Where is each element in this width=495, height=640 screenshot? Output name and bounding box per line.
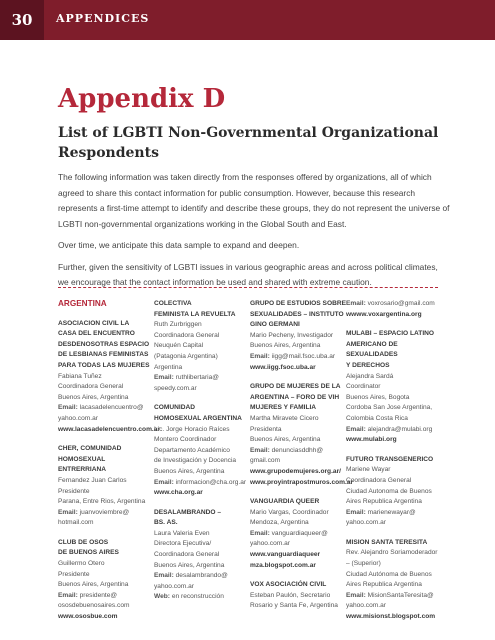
contact-value: Coordinadora General <box>154 331 220 339</box>
contact-label: Email: <box>154 478 174 486</box>
contact-line <box>154 373 250 384</box>
contact-label: Email: <box>346 591 366 599</box>
contact-label: Email: <box>250 446 270 454</box>
contact-line <box>346 559 450 570</box>
contact-line <box>250 456 346 467</box>
org-name: GINO GERMANI <box>250 321 300 329</box>
contact-value: Mario Pecheny, Investigador <box>250 331 334 339</box>
org-name: ARGENTINA – FORO DE VIH <box>250 393 340 401</box>
contact-value: Ciudad Autónoma de Buenos <box>346 570 432 578</box>
contact-value: Buenos Aires, Argentina <box>250 342 321 350</box>
contact-value: Buenos Aires, Argentina <box>58 581 129 589</box>
contact-value: Coordinadora General <box>346 476 412 484</box>
contact-line <box>250 435 346 446</box>
contact-line <box>250 425 346 436</box>
column-1 <box>58 299 160 632</box>
contact-value: juanvoviembre@ <box>77 508 130 516</box>
page-number: 30 <box>11 11 33 29</box>
contact-value: yahoo.com.ar <box>346 602 386 610</box>
contact-line <box>346 508 450 519</box>
contact-line <box>346 465 450 476</box>
org-name: CASA DEL ENCUENTRO <box>58 330 135 338</box>
contact-value: ruthlibertaria@ <box>173 374 219 382</box>
contact-line <box>154 539 250 550</box>
org-name: ASOCIACION CIVIL LA <box>58 319 130 327</box>
contact-line <box>346 591 450 602</box>
org-name: COLECTIVA <box>154 300 192 307</box>
intro-paragraph: Further, given the sensitivity of LGBTI issues in various geographic areas and across political climates, we encourage that the contact information be used and shared with extreme caution. <box>58 261 438 287</box>
contact-value: Mendoza, Argentina <box>250 519 309 527</box>
org-website[interactable]: www.mulabi.org <box>346 436 397 444</box>
contact-line <box>154 550 250 561</box>
contact-value: Cordoba San Jose Argentina, <box>346 404 433 412</box>
intro-paragraph: The following information was taken directly from the responses offered by organizations, all of which agreed to share this contact information for public consumption. However, because this research represents a first-time attempt to identify and describe these groups, they do not represent the universe of LGBTI non-governmental organizations working in the Global South and East. <box>58 172 450 229</box>
contact-line <box>346 299 450 310</box>
contact-value: gmail.com <box>250 457 281 465</box>
contact-line <box>154 425 250 436</box>
contact-line <box>154 561 250 572</box>
org-name: CHER, COMUNIDAD <box>58 445 122 453</box>
contact-value: Directora Ejecutiva/ <box>154 540 212 548</box>
contact-value: – (Superior) <box>346 560 381 568</box>
contact-value: Presidenta <box>250 425 282 433</box>
page-subtitle: List of LGBTI Non-Governmental Organizational Respondents <box>58 125 439 161</box>
org-name: COMUNIDAD <box>154 404 196 412</box>
contact-value: Lic. Jorge Horacio Raíces <box>154 425 230 433</box>
country-heading: ARGENTINA <box>58 299 107 308</box>
contact-line <box>250 446 346 457</box>
contact-line <box>154 331 250 342</box>
org-entry <box>346 455 450 529</box>
contact-value: Departamento Académico <box>154 446 230 454</box>
contact-line <box>58 580 154 591</box>
contact-value: informacion@cha.org.ar <box>173 478 247 486</box>
contact-value: Mariene Wayar <box>346 466 391 474</box>
org-entry <box>154 508 250 603</box>
contact-value: Ciudad Autonoma de Buenos <box>346 487 432 495</box>
org-entry <box>250 299 346 373</box>
contact-value: Buenos Aires, Argentina <box>154 467 225 475</box>
contact-value: Laura Valeria Even <box>154 529 210 537</box>
contact-value: Colombia Costa Rica <box>346 414 408 422</box>
contact-value: presidente@ <box>77 591 118 599</box>
contact-value: Neuquén Capital <box>154 342 204 350</box>
contact-line <box>154 320 250 331</box>
org-name: AMERICANO DE SEXUALIDADES <box>346 340 398 359</box>
contact-value: (Patagonia Argentina) <box>154 352 218 360</box>
org-name: GRUPO DE ESTUDIOS SOBRE <box>250 300 346 307</box>
contact-line <box>58 382 154 393</box>
org-name: DE BUENOS AIRES <box>58 549 119 557</box>
contact-label: Email: <box>58 508 78 516</box>
contact-line <box>346 580 450 591</box>
contact-value: Coordinator <box>346 383 381 391</box>
contact-line <box>346 487 450 498</box>
contact-label: Email: <box>58 591 78 599</box>
contact-label: Web: <box>154 593 170 601</box>
page-title: Appendix D <box>58 84 226 114</box>
contact-value: Martha Miravete Cicero <box>250 414 319 422</box>
contact-value: Buenos Aires, Argentina <box>250 436 321 444</box>
contact-line <box>154 529 250 540</box>
contact-line <box>154 582 250 593</box>
org-website[interactable]: www.iigg.fsoc.uba.ar <box>250 363 316 371</box>
org-name: HOMOSEXUAL ARGENTINA <box>154 414 242 422</box>
contact-line <box>58 508 154 519</box>
org-entry <box>346 538 450 623</box>
org-website[interactable]: www.vanguardiaqueer <box>250 551 321 559</box>
org-website[interactable]: wwww.voxargentina.org <box>346 310 422 318</box>
contact-label: Email: <box>250 529 270 537</box>
contact-line <box>154 467 250 478</box>
contact-line <box>346 425 450 436</box>
contact-line <box>346 414 450 425</box>
column-2 <box>154 299 250 612</box>
contact-value: alejandra@mulabi.org <box>365 425 433 433</box>
org-website[interactable]: www.misionst.blogspot.com <box>346 613 436 621</box>
org-name: HOMOSEXUAL ENTRERRIANA <box>58 455 106 474</box>
org-name: VANGUARDIA QUEER <box>250 498 320 506</box>
contact-line <box>250 414 346 425</box>
contact-value: denunciasddhh@ <box>269 446 324 454</box>
contact-value: Esteban Paulón, Secretario <box>250 591 331 599</box>
contact-line <box>154 363 250 374</box>
contact-line <box>346 570 450 581</box>
contact-line <box>154 352 250 363</box>
contact-value: yahoo.com.ar <box>154 582 194 590</box>
contact-value: Rev. Alejandro Soriamoderador <box>346 549 438 557</box>
contact-value: Alejandra Sardá <box>346 372 394 380</box>
contact-label: Email: <box>346 425 366 433</box>
contact-line <box>250 352 346 363</box>
org-entry <box>154 299 250 394</box>
contact-line <box>154 384 250 395</box>
contact-value: yahoo.com.ar <box>346 519 386 527</box>
contact-value: Aires Republica Argentina <box>346 498 422 506</box>
contact-value: vanguardiaqueer@ <box>269 529 328 537</box>
contact-line <box>250 529 346 540</box>
contact-value: Aires Republica Argentina <box>346 581 422 589</box>
contact-value: Presidente <box>58 487 90 495</box>
contact-line <box>250 341 346 352</box>
contact-value: voxrosario@gmail.com <box>365 300 435 307</box>
org-website[interactable]: www.cha.org.ar <box>154 489 203 497</box>
contact-line <box>154 478 250 489</box>
contact-line <box>346 403 450 414</box>
contact-value: marienewayar@ <box>365 508 416 516</box>
org-name: DESDENOSOTRAS ESPACIO <box>58 340 150 348</box>
contact-value: Montero Coordinador <box>154 436 217 444</box>
org-name: MULABI – ESPACIO LATINO <box>346 330 435 338</box>
contact-line <box>250 539 346 550</box>
org-name: MISION SANTA TERESITA <box>346 538 428 546</box>
contact-value: Buenos Aires, Argentina <box>154 561 225 569</box>
section-divider <box>58 287 438 288</box>
contact-value: Coordinadora General <box>58 383 124 391</box>
org-name: FUTURO TRANSGENERICO <box>346 455 434 463</box>
contact-line <box>346 518 450 529</box>
contact-label: Email: <box>250 352 270 360</box>
contact-value: Fabiana Tuñez <box>58 372 102 380</box>
org-entry <box>250 580 346 612</box>
contact-line <box>58 559 154 570</box>
contact-value: Presidente <box>58 570 90 578</box>
contact-line <box>58 497 154 508</box>
contact-value: Buenos Aires, Bogota <box>346 393 410 401</box>
contact-value: Fernandez Juan Carlos <box>58 476 127 484</box>
contact-line <box>58 518 154 529</box>
org-entry <box>58 538 154 623</box>
org-name: FEMINISTA LA REVUELTA <box>154 310 236 318</box>
intro-paragraph: Over time, we anticipate this data sample to expand and deepen. <box>58 240 300 250</box>
org-website[interactable]: mza.blogspot.com.ar <box>250 561 316 569</box>
contact-value: Buenos Aires, Argentina <box>58 393 129 401</box>
contact-line <box>250 591 346 602</box>
org-name: Y DERECHOS <box>346 361 390 369</box>
contact-value: de Investigación y Docencia <box>154 457 237 465</box>
contact-line <box>58 372 154 383</box>
contact-label: Email: <box>346 508 366 516</box>
contact-value: Coordinadora General <box>154 551 220 559</box>
contact-line <box>58 487 154 498</box>
org-website[interactable]: www.grupodemujeres.org.ar/ <box>250 467 341 475</box>
contact-label: Email: <box>154 572 174 580</box>
org-name: VOX ASOCIACIÓN CIVIL <box>250 581 327 589</box>
contact-value: en reconstrucción <box>170 593 224 601</box>
contact-value: Argentina <box>154 363 183 371</box>
org-name: PARA TODAS LAS MUJERES <box>58 361 150 369</box>
contact-line <box>58 476 154 487</box>
org-entry <box>154 403 250 498</box>
contact-line <box>154 571 250 582</box>
org-name: SEXUALIDADES – INSTITUTO <box>250 310 344 318</box>
contact-line <box>58 570 154 581</box>
contact-value: hotmail.com <box>58 519 94 527</box>
contact-line <box>346 382 450 393</box>
org-website[interactable]: www.proyintrapostmuros.com.ar <box>250 478 354 486</box>
contact-value: iigg@mail.fsoc.uba.ar <box>269 352 336 360</box>
contact-line <box>58 601 154 612</box>
contact-line <box>346 393 450 404</box>
contact-value: Mario Vargas, Coordinador <box>250 508 329 516</box>
contact-value: speedy.com.ar <box>154 384 197 392</box>
org-entry <box>346 329 450 446</box>
contact-line <box>346 372 450 383</box>
contact-label: Email: <box>154 374 174 382</box>
contact-value: yahoo.com.ar <box>58 414 98 422</box>
org-name: BS. AS. <box>154 519 178 527</box>
contact-line <box>154 592 250 603</box>
contact-value: MisionSantaTeresita@ <box>365 591 434 599</box>
contact-value: Ruth Zurbriggen <box>154 321 202 329</box>
section-label: APPENDICES <box>56 12 150 25</box>
contact-value: Rosario y Santa Fe, Argentina <box>250 602 338 610</box>
contact-line <box>250 331 346 342</box>
org-name: DE LESBIANAS FEMINISTAS <box>58 351 149 359</box>
contact-label: Email: <box>58 404 78 412</box>
org-name: DESALAMBRANDO – <box>154 508 222 516</box>
contact-value: desalambrando@ <box>173 572 228 580</box>
contact-value: ososdebuenosaires.com <box>58 602 130 610</box>
org-entry <box>250 497 346 571</box>
org-entry <box>346 299 450 320</box>
org-name: CLUB DE OSOS <box>58 538 109 546</box>
org-entry <box>250 382 354 488</box>
contact-line <box>154 341 250 352</box>
column-4 <box>346 299 450 632</box>
contact-line <box>346 476 450 487</box>
contact-line <box>346 601 450 612</box>
contact-line <box>346 548 450 559</box>
contact-line <box>58 403 154 414</box>
contact-line <box>250 518 346 529</box>
column-3 <box>250 299 354 621</box>
header-bar <box>0 0 495 40</box>
contact-value: lacasadelencuentro@ <box>77 404 144 412</box>
org-website[interactable]: www.lacasadelencuentro.com.ar <box>58 425 160 433</box>
org-website[interactable]: www.ososbue.com <box>58 613 118 621</box>
contact-line <box>154 456 250 467</box>
contact-value: yahoo.com.ar <box>250 540 290 548</box>
contact-line <box>250 601 346 612</box>
contact-line <box>58 591 154 602</box>
contact-line <box>346 497 450 508</box>
org-name: GRUPO DE MUJERES DE LA <box>250 383 341 391</box>
org-entry <box>58 444 154 529</box>
contact-line <box>58 414 154 425</box>
contact-line <box>250 508 346 519</box>
page-number-box <box>0 0 44 40</box>
contact-value: Guillermo Otero <box>58 560 105 568</box>
contact-label: Email: <box>346 300 366 307</box>
org-name: MUJERES Y FAMILIA <box>250 404 317 412</box>
org-entry <box>58 319 160 436</box>
contact-line <box>154 435 250 446</box>
contact-line <box>58 393 154 404</box>
intro-text <box>58 170 450 297</box>
contact-line <box>154 446 250 457</box>
contact-value: Parana, Entre Rios, Argentina <box>58 498 146 506</box>
